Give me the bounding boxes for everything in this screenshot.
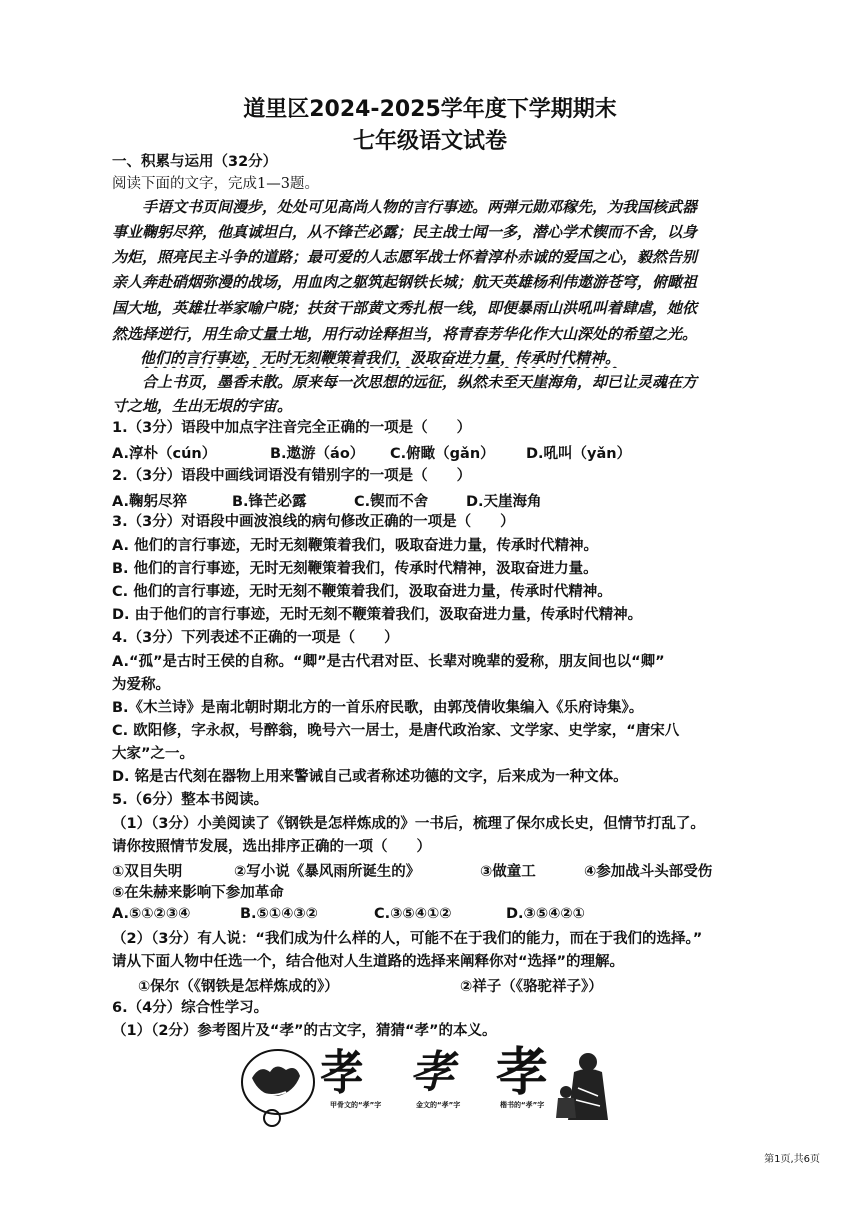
passage-line: 手语文书页间漫步，处处可见高尚人物的言行事迹。两弹元勋邓稼先，为我国核武器 [112, 198, 698, 216]
question-5-sub2-cont: 请从下面人物中任选一个，结合他对人生道路的选择来阐释你对“选择”的理解。 [112, 954, 625, 970]
plot-item: ④参加战斗头部受伤 [584, 864, 713, 880]
question-3-stem: 3.（3分）对语段中画波浪线的病句修改正确的一项是（ ） [112, 514, 515, 530]
regular-xiao-glyph: 孝 [496, 1042, 549, 1103]
option-a: A.“孤”是古时王侯的自称。“卿”是古代君对臣、长辈对晚辈的爱称，朋友间也以“卿” [112, 654, 665, 670]
option-a: A.淳朴（cún） [112, 446, 217, 462]
passage-line: 亲人奔赴硝烟弥漫的战场，用血肉之躯筑起钢铁长城；航天英雄杨利伟遨游苍穹，俯瞰祖 [112, 273, 698, 291]
question-5-stem: 5.（6分）整本书阅读。 [112, 792, 269, 808]
option-d: D.吼叫（yǎn） [526, 446, 632, 462]
passage-line: 合上书页，墨香未散。原来每一次思想的远征，纵然未至天崖海角，却已让灵魂在方 [112, 373, 698, 391]
passage-line: 事业鞠躬尽猝，他真诚坦白，从不锋芒必露；民主战士闻一多，潜心学术锲而不舍，以身 [112, 223, 698, 241]
exam-title-line2: 七年级语文试卷 [352, 129, 507, 154]
seal-illustration-icon [242, 1050, 314, 1126]
passage-line: 国大地，英雄壮举家喻户晓；扶贫干部黄文秀扎根一线，即便暴雨山洪吼叫着肆虐，她依 [112, 299, 698, 317]
caption: 甲骨文的“孝”字 [330, 1101, 382, 1109]
choice-item: ①保尔（《钢铁是怎样炼成的》） [138, 979, 339, 995]
option-c: C.俯瞰（gǎn） [390, 446, 495, 462]
passage-wavy-sentence: 他们的言行事迹，无时无刻鞭策着我们，汲取奋进力量，传承时代精神。 [140, 349, 621, 367]
question-6-stem: 6.（4分）综合性学习。 [112, 1000, 269, 1016]
plot-item: ⑤在朱赫来影响下参加革命 [112, 885, 284, 901]
elder-and-child-icon [556, 1053, 608, 1120]
plot-item: ①双目失明 [112, 864, 183, 880]
caption: 楷书的“孝”字 [500, 1101, 545, 1109]
option-a-cont: 为爱称。 [112, 677, 170, 693]
option-b: B.《木兰诗》是南北朝时期北方的一首乐府民歌，由郭茂倩收集编入《乐府诗集》。 [112, 700, 644, 716]
oracle-xiao-glyph: 孝 [320, 1045, 364, 1101]
bronze-xiao-glyph: 孝 [410, 1047, 454, 1098]
option-c: C.③⑤④①② [374, 906, 452, 922]
question-5-sub1-cont: 请你按照情节发展，选出排序正确的一项（ ） [112, 839, 431, 855]
instruction: 阅读下面的文字，完成1—3题。 [112, 176, 319, 192]
option-b: B.锋芒必露 [232, 494, 307, 510]
exam-title-line1: 道里区2024-2025学年度下学期期末 [243, 97, 617, 122]
option-d: D. 由于他们的言行事迹，无时无刻不鞭策着我们，汲取奋进力量，传承时代精神。 [112, 607, 643, 623]
option-c: C.锲而不舍 [354, 494, 429, 510]
plot-item: ②写小说《暴风雨所诞生的》 [234, 864, 421, 880]
option-a: A.鞠躬尽猝 [112, 494, 187, 510]
option-c: C. 欧阳修，字永叔，号醉翁，晚号六一居士，是唐代政治家、文学家、史学家，“唐宋八 [112, 723, 680, 739]
option-c-cont: 大家”之一。 [112, 746, 195, 762]
option-b: B.⑤①④③② [240, 906, 318, 922]
caption: 金文的“孝”字 [416, 1101, 461, 1109]
question-1-stem: 1.（3分）语段中加点字注音完全正确的一项是（ ） [112, 420, 472, 436]
question-2-stem: 2.（3分）语段中画线词语没有错别字的一项是（ ） [112, 468, 472, 484]
choice-item: ②祥子（《骆驼祥子》） [460, 979, 603, 995]
page-number: 第1页,共6页 [764, 1154, 820, 1165]
option-b: B.遨游（áo） [270, 446, 365, 462]
plot-item: ③做童工 [480, 864, 536, 880]
question-6-sub1: （1）（2分）参考图片及“孝”的古文字，猜猜“孝”的本义。 [112, 1023, 497, 1039]
option-b: B. 他们的言行事迹，无时无刻鞭策着我们，传承时代精神，汲取奋进力量。 [112, 561, 598, 577]
question-5-sub1: （1）（3分）小美阅读了《钢铁是怎样炼成的》一书后，梳理了保尔成长史，但情节打乱了。 [112, 816, 705, 832]
passage-line: 寸之地，生出无垠的宇宙。 [112, 397, 293, 415]
option-d: D.③⑤④②① [506, 906, 585, 922]
section-heading: 一、积累与运用（32分） [112, 154, 278, 170]
passage-line: 然选择逆行，用生命丈量土地，用行动诠释担当，将青春芳华化作大山深处的希望之光。 [112, 325, 698, 343]
option-a: A.⑤①②③④ [112, 906, 191, 922]
passage-line: 为炬，照亮民主斗争的道路；最可爱的人志愿军战士怀着淳朴赤诚的爱国之心，毅然告别 [112, 248, 698, 266]
option-c: C. 他们的言行事迹，无时无刻不鞭策着我们，汲取奋进力量，传承时代精神。 [112, 584, 612, 600]
question-5-sub2: （2）（3分）有人说：“我们成为什么样的人，可能不在于我们的能力，而在于我们的选择。” [112, 931, 703, 947]
question-4-stem: 4.（3分）下列表述不正确的一项是（ ） [112, 630, 399, 646]
option-d: D.天崖海角 [466, 494, 542, 510]
option-a: A. 他们的言行事迹，无时无刻鞭策着我们，吸取奋进力量，传承时代精神。 [112, 538, 599, 554]
option-d: D. 铭是古代刻在器物上用来警诫自己或者称述功德的文字，后来成为一种文体。 [112, 769, 628, 785]
